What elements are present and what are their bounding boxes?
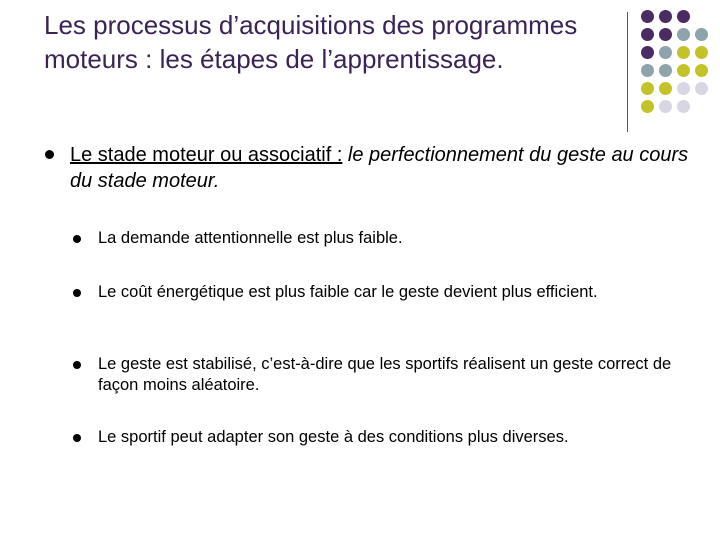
decor-dot [659,100,672,113]
decor-dot [641,100,654,113]
decor-dot [695,64,708,77]
bullet-sub [73,361,81,369]
decor-dot [641,10,654,23]
sub-point-2: Le coût énergétique est plus faible car le geste devient plus efficient. [98,283,598,301]
bullet-sub [73,235,81,243]
bullet-sub [73,434,81,442]
decor-dot [677,64,690,77]
decor-dot [695,28,708,41]
sub-point-1: La demande attentionnelle est plus faible. [98,229,403,247]
decor-dot [659,82,672,95]
bullet-main [45,150,54,159]
decor-dot [641,64,654,77]
bullet-sub [73,289,81,297]
sub-point-4: Le sportif peut adapter son geste à des conditions plus diverses. [98,428,569,446]
decor-dot [677,10,690,23]
decor-dot [641,46,654,59]
decor-dot [695,46,708,59]
main-point-description: le perfectionnement du geste au cours du stade moteur. [70,144,689,192]
main-point [70,142,690,194]
decor-dot [677,100,690,113]
decor-dot [677,82,690,95]
decor-dot [659,10,672,23]
decor-dot [677,28,690,41]
sub-point-3: Le geste est stabilisé, c’est-à-dire que les sportifs réalisent un geste correct de façon moins aléatoire. [98,355,672,394]
decorative-dot-grid [638,10,718,120]
decor-dot [659,64,672,77]
decorative-divider [627,12,628,132]
decor-dot [677,46,690,59]
decor-dot [641,82,654,95]
decor-dot [641,28,654,41]
decor-dot [659,28,672,41]
slide-title: Les processus d’acquisitions des programmes moteurs : les étapes de l’apprentissage. [44,10,578,74]
decor-dot [659,46,672,59]
decor-dot [695,82,708,95]
main-point-heading: Le stade moteur ou associatif : [70,144,343,166]
